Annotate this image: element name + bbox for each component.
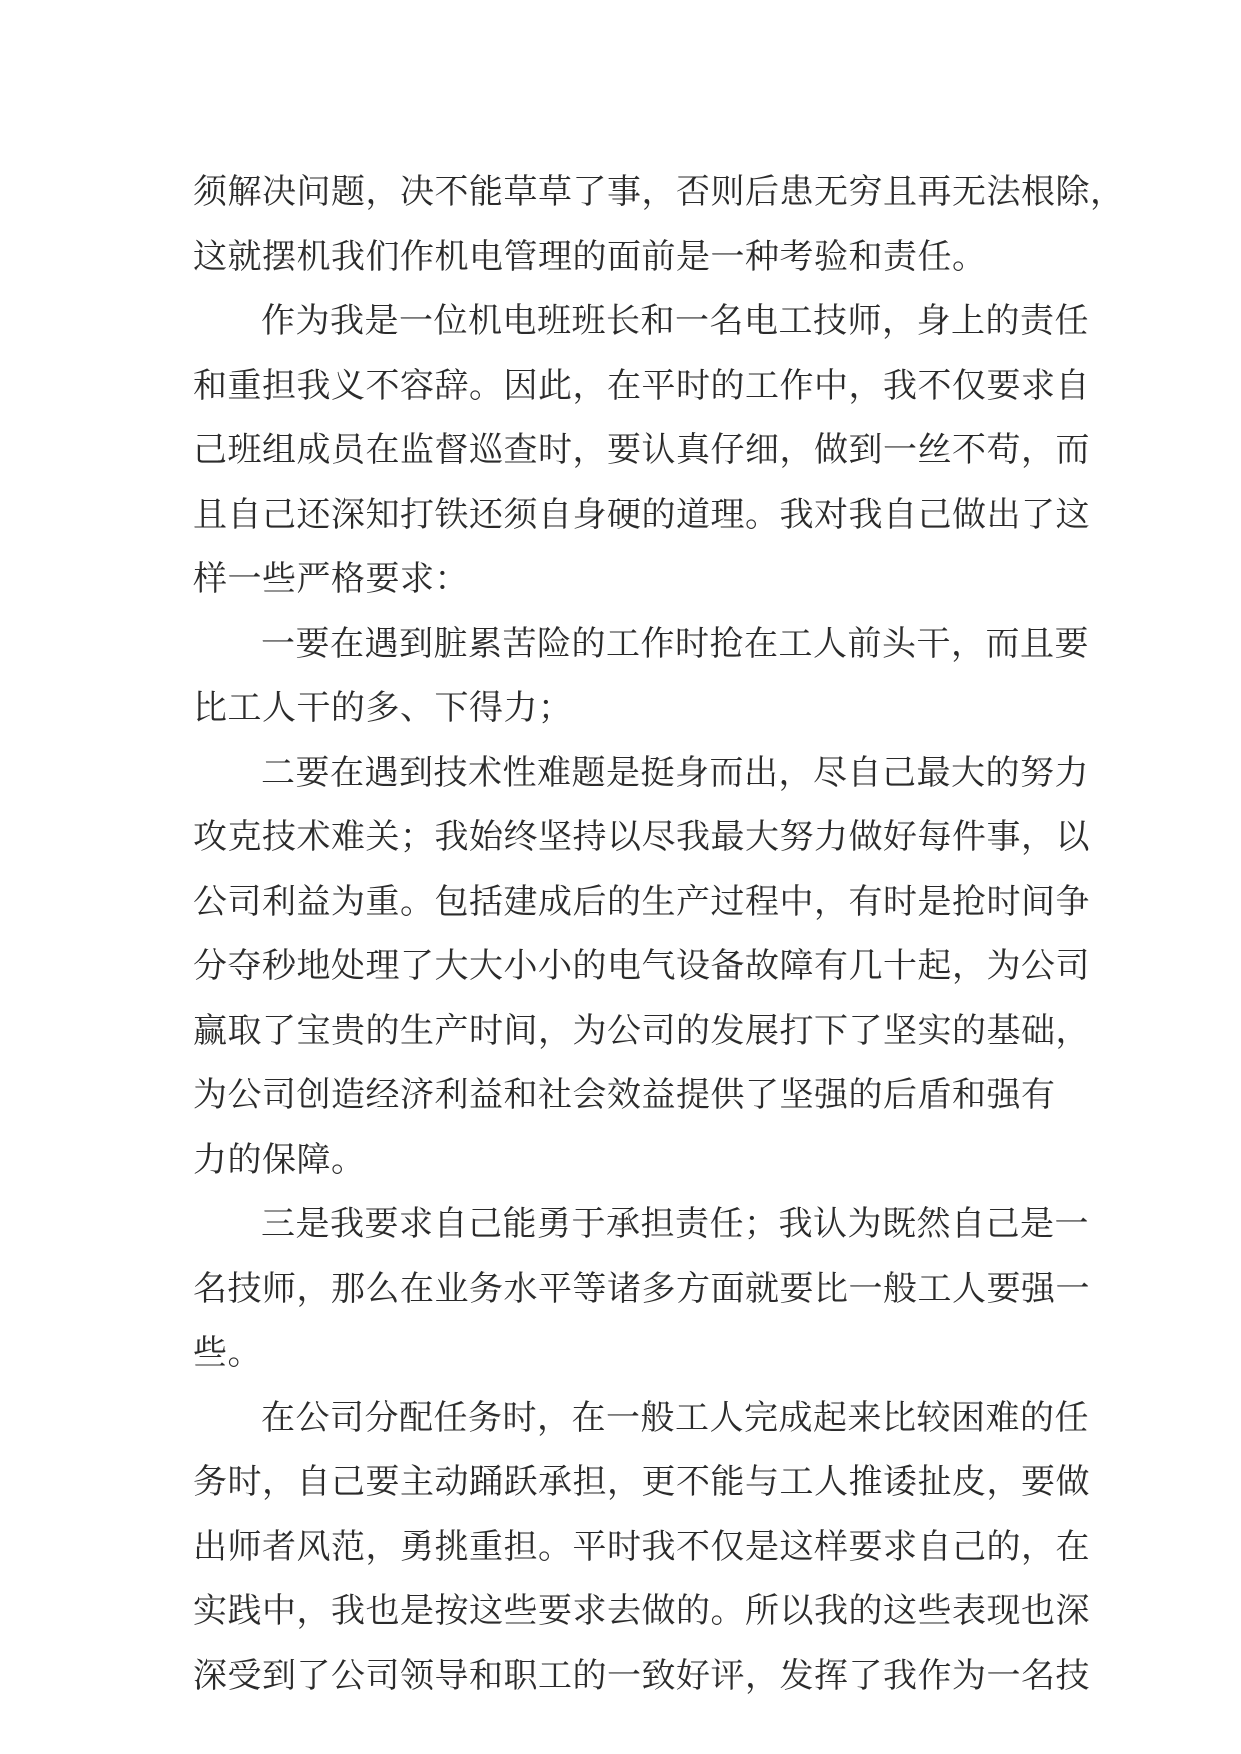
text-line: 些。 [193, 1333, 262, 1373]
text-line: 公司利益为重。包括建成后的生产过程中，有时是抢时间争 [193, 881, 1090, 922]
text-line: 务时，自己要主动踊跃承担，更不能与工人推诿扯皮，要做 [193, 1462, 1090, 1502]
text-line: 且自己还深知打铁还须自身硬的道理。我对我自己做出了这 [193, 494, 1090, 535]
text-line: 在公司分配任务时，在一般工人完成起来比较困难的任 [261, 1397, 1089, 1438]
text-line: 攻克技术难关；我始终坚持以尽我最大努力做好每件事，以 [193, 817, 1090, 857]
text-line: 三是我要求自己能勇于承担责任；我认为既然自己是一 [261, 1204, 1089, 1244]
text-line: 和重担我义不容辞。因此，在平时的工作中，我不仅要求自 [193, 365, 1090, 406]
text-line: 作为我是一位机电班班长和一名电工技师，身上的责任 [261, 301, 1089, 341]
text-line: 深受到了公司领导和职工的一致好评，发挥了我作为一名技 [193, 1655, 1090, 1696]
text-line: 这就摆机我们作机电管理的面前是一种考验和责任。 [193, 236, 987, 277]
text-line: 己班组成员在监督巡查时，要认真仔细，做到一丝不苟，而 [193, 430, 1090, 470]
text-line: 赢取了宝贵的生产时间，为公司的发展打下了坚实的基础， [193, 1010, 1090, 1051]
text-line: 分夺秒地处理了大大小小的电气设备故障有几十起，为公司 [193, 946, 1090, 986]
text-line: 须解决问题，决不能草草了事，否则后患无穷且再无法根除， [193, 172, 1125, 212]
body-text [193, 160, 1125, 1708]
text-line: 实践中，我也是按这些要求去做的。所以我的这些表现也深 [193, 1591, 1090, 1631]
text-line: 比工人干的多、下得力； [193, 688, 573, 728]
text-line: 名技师，那么在业务水平等诸多方面就要比一般工人要强一 [193, 1268, 1090, 1309]
text-line: 力的保障。 [193, 1139, 366, 1180]
text-line: 出师者风范，勇挑重担。平时我不仅是这样要求自己的，在 [193, 1526, 1090, 1567]
text-line: 一要在遇到脏累苦险的工作时抢在工人前头干，而且要 [261, 623, 1089, 664]
text-line: 样一些严格要求： [193, 559, 469, 599]
text-line: 二要在遇到技术性难题是挺身而出，尽自己最大的努力 [261, 752, 1089, 793]
text-line: 为公司创造经济利益和社会效益提供了坚强的后盾和强有 [193, 1075, 1056, 1115]
